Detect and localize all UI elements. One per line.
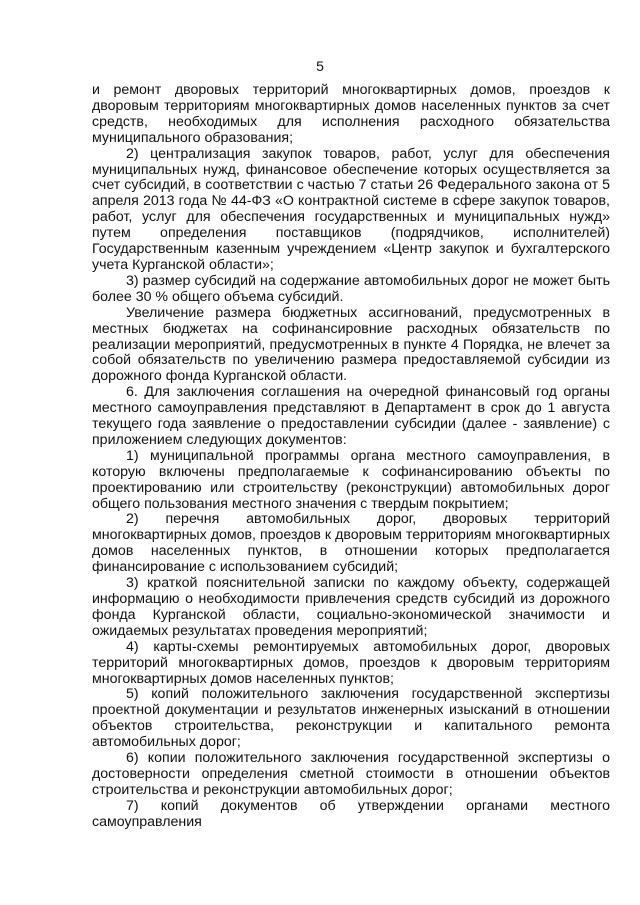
paragraph-section-6: 6. Для заключения соглашения на очередной финансовый год органы местного самоуправления представляют в Департамент в срок до 1 августа текущего года заявление о предоставлении субсидии (далее - заявление) с приложением следующих документов: [92, 384, 610, 448]
paragraph-doc-5-expertise-copy: 5) копий положительного заключения государственной экспертизы проектной документации и результатов инженерных изысканий в отношении объектов строительства, реконструкции и капитального ремонта автомобильных дорог; [92, 686, 610, 751]
paragraph-doc-4-map-scheme: 4) карты-схемы ремонтируемых автомобильных дорог, дворовых территорий многоквартирных домов, проездов к дворовым территориям многоквартирных домов населенных пунктов; [92, 638, 610, 687]
paragraph-item-3-maintenance-limit: 3) размер субсидий на содержание автомобильных дорог не может быть более 30 % общего объема субсидий. [92, 272, 610, 305]
paragraph-continuation: и ремонт дворовых территорий многоквартирных домов, проездов к дворовым территориям многоквартирных домов населенных пунктов за счет средств, необходимых для исполнения расходного обязательства муниципального образования; [92, 82, 610, 146]
paragraph-budget-increase: Увеличение размера бюджетных ассигнований, предусмотренных в местных бюджетах на софинансировние расходных обязательств по реализации мероприятий, предусмотренных в пункте 4 Порядка, не влечет за собой обязательств по увеличению размера предоставляемой субсидии из дорожного фонда Курганской области. [92, 304, 610, 385]
paragraph-doc-7-approval-copy: 7) копий документов об утверждении органами местного самоуправления [92, 797, 610, 830]
page-number: 5 [316, 58, 324, 74]
paragraph-item-2-centralization: 2) централизация закупок товаров, работ, услуг для обеспечения муниципальных нужд, финансовое обеспечение которых осуществляется за счет субсидий, в соответствии с частью 7 статьи 26 Федерального закона от 5 апреля 2013 года № 44-ФЗ «О контрактной системе в сфере закупок товаров, работ, услуг для обеспечения государственных и муниципальных нужд» путем определения поставщиков (подрядчиков, исполнителей) Государственным казенным учреждением «Центр закупок и бухгалтерского учета Курганской области»; [92, 145, 610, 273]
paragraph-doc-6-cost-expertise-copy: 6) копии положительного заключения государственной экспертизы о достоверности определения сметной стоимости в отношении объектов строительства и реконструкции автомобильных дорог; [92, 750, 610, 798]
paragraph-doc-1-program: 1) муниципальной программы органа местного самоуправления, в которую включены предполагаемые к софинансированию объекты по проектированию или строительству (реконструкции) автомобильных дорог общего пользования местного значения с твердым покрытием; [92, 447, 610, 512]
paragraph-doc-3-explanatory-note: 3) краткой пояснительной записки по каждому объекту, содержащей информацию о необходимости привлечения средств субсидий из дорожного фонда Курганской области, социально-экономической значимости и ожидаемых результатах проведения мероприятий; [92, 575, 610, 639]
paragraph-doc-2-road-list: 2) перечня автомобильных дорог, дворовых территорий многоквартирных домов, проездов к дворовым территориям многоквартирных домов населенных пунктов, в отношении которых предполагается финансирование с использованием субсидий; [92, 511, 610, 576]
document-body [92, 83, 610, 831]
